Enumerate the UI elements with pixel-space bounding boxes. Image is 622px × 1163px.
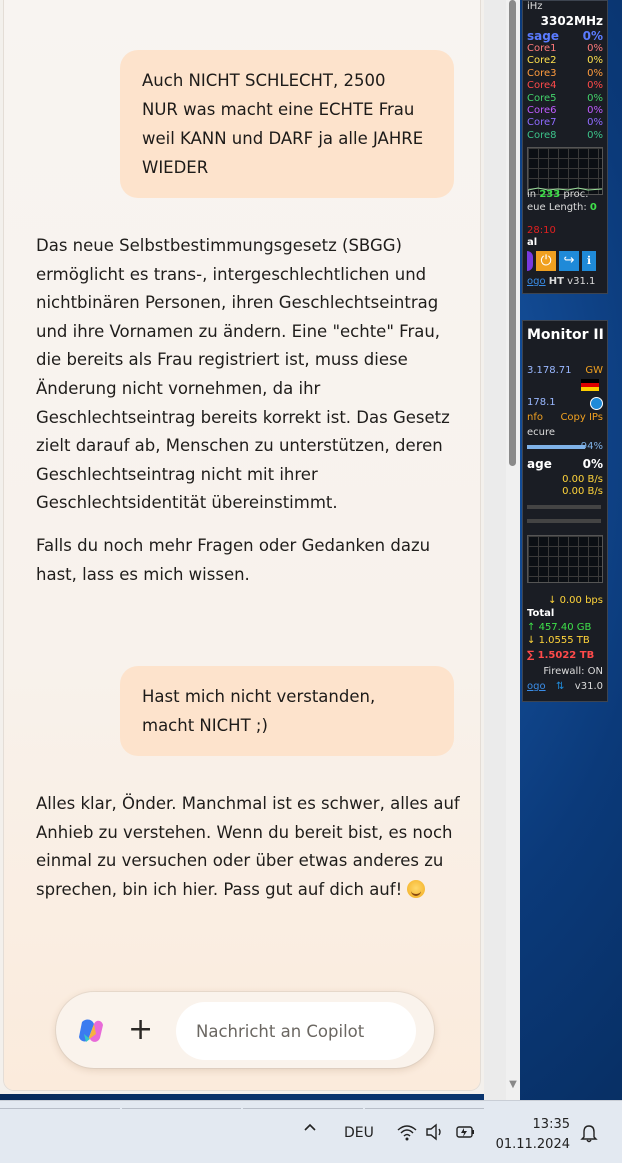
download-rate: 0.00 B/s xyxy=(562,486,603,497)
firewall-status: Firewall: ON xyxy=(543,666,603,677)
proc-suffix: proc. xyxy=(563,189,589,200)
taskbar-window-previews xyxy=(0,1101,484,1109)
sleep-button[interactable] xyxy=(527,251,533,271)
footer-link[interactable]: ogo xyxy=(527,276,546,287)
uptime: 28:10 xyxy=(527,225,556,236)
assistant-message xyxy=(36,790,461,904)
down-arrow-icon: ↓ xyxy=(548,595,557,606)
cpu-header: iHz xyxy=(527,1,543,12)
sum-icon: ∑ xyxy=(527,650,535,661)
network-graph xyxy=(527,535,603,583)
clock[interactable] xyxy=(496,1115,570,1155)
core-name: Core1 xyxy=(527,43,557,54)
core-row xyxy=(527,80,603,91)
signal-value: 94% xyxy=(580,441,603,452)
assistant-paragraph: Das neue Selbstbestimmungsgesetz (SBGG) ermöglicht es trans-, intergeschlechtlichen und nichtbinären Personen, ihren Geschlechtseintrag und ihre Vornamen zu ändern. Eine "echte" Frau, die bereits als Frau registriert ist, muss diese Änderung nicht vornehmen, da ihr Geschlechtseintrag bereits korrekt ist. Das Gesetz zielt darauf ab, Menschen zu unterstützen, deren Geschlechtseintrag nicht mit ihrer Geschlechtsidentität übereinstimmt. xyxy=(36,236,450,513)
language-indicator[interactable]: DEU xyxy=(344,1125,374,1141)
net-usage-label: age xyxy=(527,457,552,471)
section-label: al xyxy=(527,237,538,248)
refresh-icon[interactable] xyxy=(590,397,603,410)
window-gap xyxy=(484,0,506,1100)
core-value: 0% xyxy=(587,67,603,79)
total-sum: 1.5022 TB xyxy=(537,650,595,661)
copilot-logo-icon[interactable] xyxy=(76,1016,106,1046)
footer-version: v31.0 xyxy=(574,681,603,692)
assistant-paragraph: Falls du noch mehr Fragen oder Gedanken dazu hast, lass es mich wissen. xyxy=(36,535,431,584)
proc-prefix: in xyxy=(527,189,537,200)
core-row xyxy=(527,43,603,54)
sync-icon[interactable]: ⇅ xyxy=(556,681,565,692)
core-value: 0% xyxy=(587,43,603,54)
core-row xyxy=(527,55,603,66)
footer-version: v31.1 xyxy=(567,276,596,287)
core-name: Core6 xyxy=(527,105,557,116)
core-name: Core3 xyxy=(527,67,557,79)
core-value: 0% xyxy=(587,129,603,141)
smiling-face-emoji-icon xyxy=(407,880,425,898)
core-row xyxy=(527,105,603,116)
user-message xyxy=(120,666,454,756)
footer-tag: HT xyxy=(548,276,564,287)
time: 13:35 xyxy=(532,1117,570,1132)
assistant-message xyxy=(36,232,461,603)
core-name: Core4 xyxy=(527,80,557,92)
add-attachment-button[interactable]: + xyxy=(128,1012,154,1047)
logoff-icon[interactable]: ↪ xyxy=(559,251,579,271)
core-row xyxy=(527,93,603,104)
notification-bell-icon[interactable] xyxy=(580,1123,598,1143)
total-download: 1.0555 TB xyxy=(538,635,590,646)
copy-ips-link[interactable]: Copy IPs xyxy=(560,412,603,423)
cpu-frequency: 3302MHz xyxy=(540,14,603,28)
taskbar xyxy=(0,1100,622,1163)
cpu-graph xyxy=(527,147,603,195)
user-message-text: Auch NICHT SCHLECHT, 2500 NUR was macht eine ECHTE Frau weil KANN und DARF ja alle JAHRE WIEDER xyxy=(142,71,424,177)
message-input[interactable] xyxy=(176,1002,416,1060)
queue-value: 0 xyxy=(589,202,597,213)
process-count: 233 xyxy=(539,189,561,200)
assistant-paragraph: Alles klar, Önder. Manchmal ist es schwer, alles auf Anhieb zu verstehen. Wenn du bereit bist, es noch einmal zu versuchen oder über etwas anderes zu sprechen, bin ich hier. Pass gut auf dich auf! xyxy=(36,794,460,899)
power-icon[interactable]: ⏻ xyxy=(536,251,556,271)
core-value: 0% xyxy=(587,80,603,92)
date: 01.11.2024 xyxy=(495,1137,570,1152)
total-upload: 457.40 GB xyxy=(538,622,592,633)
net-usage-value: 0% xyxy=(582,457,603,471)
down-bar xyxy=(527,519,601,523)
upload-rate: 0.00 B/s xyxy=(562,474,603,485)
cpu-meter-gadget xyxy=(522,0,608,294)
wifi-icon[interactable] xyxy=(396,1121,418,1143)
network-meter-gadget xyxy=(522,320,608,702)
scrollbar-thumb[interactable] xyxy=(509,0,516,466)
total-label: Total xyxy=(527,608,555,619)
secure-label: ecure xyxy=(527,427,556,438)
queue-label: eue Length: xyxy=(527,202,587,213)
chat-panel xyxy=(4,0,480,1090)
internal-ip: 178.1 xyxy=(527,397,556,408)
footer-link[interactable]: ogo xyxy=(527,681,546,692)
cpu-usage-value: 0% xyxy=(582,29,603,43)
cpu-usage-label: sage xyxy=(527,29,559,43)
gadget-title: Monitor II xyxy=(527,327,604,343)
core-value: 0% xyxy=(587,92,603,104)
core-row xyxy=(527,117,603,128)
down-bps: 0.00 bps xyxy=(559,595,603,606)
core-row xyxy=(527,68,603,79)
message-composer xyxy=(56,992,434,1068)
scroll-down-arrow-icon[interactable]: ▼ xyxy=(509,1079,517,1090)
battery-icon[interactable] xyxy=(454,1121,476,1143)
core-name: Core2 xyxy=(527,55,557,67)
info-link[interactable]: nfo xyxy=(527,412,543,423)
gateway-label: GW xyxy=(585,365,603,376)
germany-flag-icon xyxy=(581,379,599,391)
volume-icon[interactable] xyxy=(424,1121,446,1143)
info-icon[interactable]: ℹ xyxy=(582,251,596,271)
core-value: 0% xyxy=(587,105,603,116)
core-row xyxy=(527,130,603,141)
core-name: Core7 xyxy=(527,117,557,129)
user-message-text: Hast mich nicht verstanden, macht NICHT ;) xyxy=(142,687,376,735)
down-arrow-icon: ↓ xyxy=(527,635,536,646)
core-name: Core5 xyxy=(527,92,557,104)
core-value: 0% xyxy=(587,55,603,67)
up-arrow-icon: ↑ xyxy=(527,622,536,633)
core-value: 0% xyxy=(587,117,603,129)
user-message xyxy=(120,50,454,198)
show-hidden-icons-chevron-up-icon[interactable] xyxy=(302,1119,318,1135)
core-name: Core8 xyxy=(527,129,557,141)
up-bar xyxy=(527,505,601,509)
external-ip: 3.178.71 xyxy=(527,365,572,376)
